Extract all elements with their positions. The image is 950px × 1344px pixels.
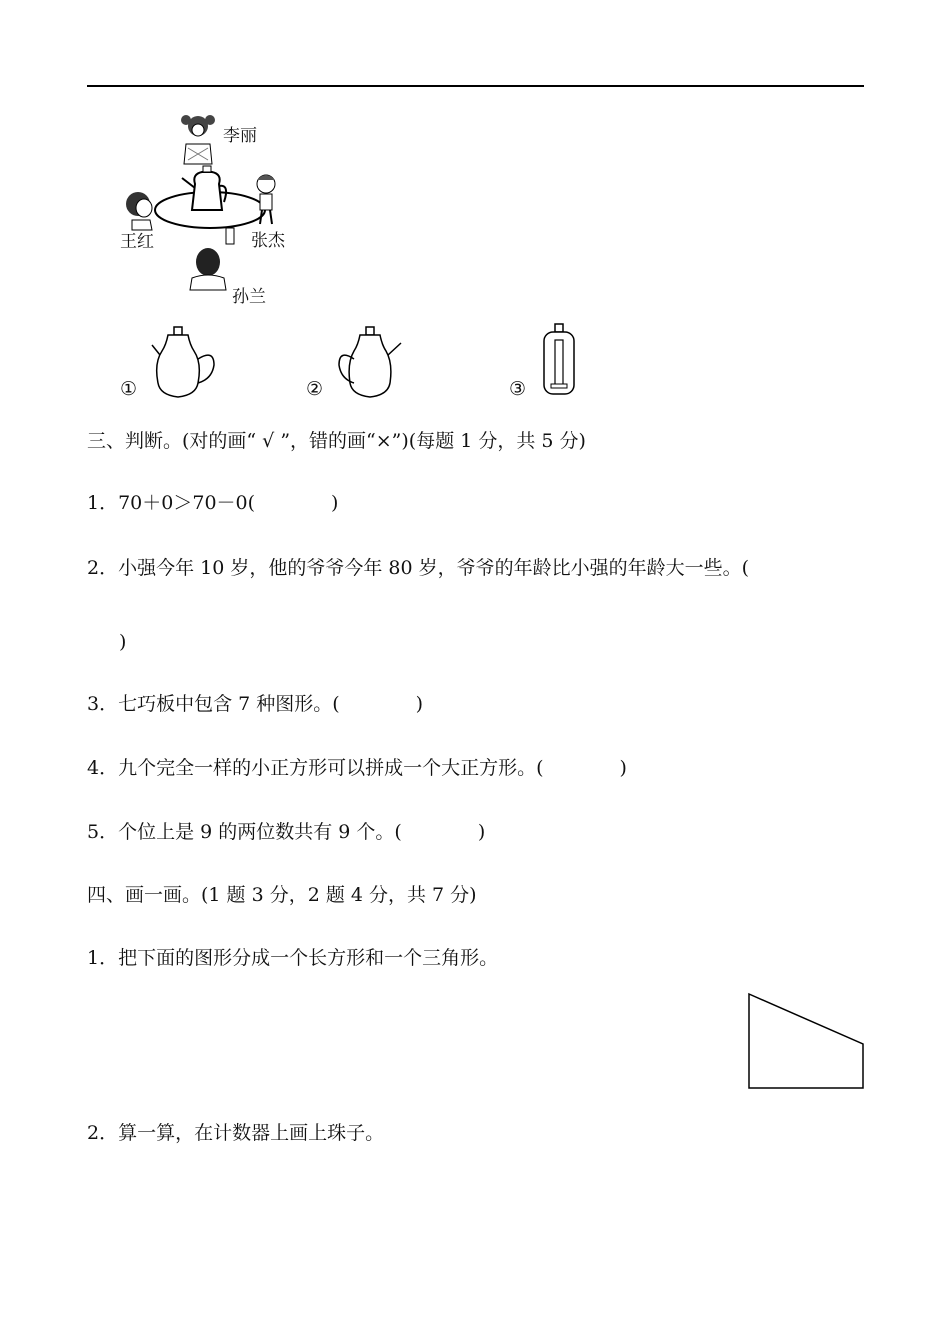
- trapezoid-figure: [745, 990, 869, 1094]
- table-scene: [110, 110, 310, 310]
- top-rule: [87, 85, 864, 87]
- section-4-title: 四、画一画。(1 题 3 分，2 题 4 分，共 7 分): [87, 884, 477, 906]
- teapot-view-1-icon: [150, 325, 220, 400]
- question-3-5: 5．个位上是 9 的两位数共有 9 个。( ): [87, 821, 486, 843]
- girl-north-icon: [181, 115, 215, 164]
- question-3-3: 3．七巧板中包含 7 种图形。( ): [87, 693, 424, 715]
- section-3-title: 三、判断。(对的画“ √ ”，错的画“×”)(每题 1 分，共 5 分): [87, 430, 586, 452]
- teapot-view-2-icon: [335, 325, 405, 400]
- question-3-2: 2．小强今年 10 岁，他的爷爷今年 80 岁，爷爷的年龄比小强的年龄大一些。(: [87, 557, 750, 579]
- name-south: 孙兰: [232, 287, 266, 307]
- option-label-1: ①: [120, 378, 138, 400]
- question-3-4: 4．九个完全一样的小正方形可以拼成一个大正方形。( ): [87, 757, 627, 779]
- question-4-2: 2．算一算，在计数器上画上珠子。: [87, 1122, 385, 1144]
- name-east: 张杰: [251, 231, 285, 251]
- option-label-3: ③: [509, 378, 527, 400]
- name-west: 王红: [120, 232, 154, 252]
- question-4-1: 1．把下面的图形分成一个长方形和一个三角形。: [87, 947, 499, 969]
- girl-west-icon: [126, 192, 152, 230]
- option-label-2: ②: [306, 378, 324, 400]
- table-scene-illustration: [110, 110, 310, 310]
- girl-south-icon: [190, 248, 226, 290]
- teapot-view-3-icon: [535, 322, 585, 400]
- teapot-views: [110, 320, 630, 410]
- question-3-1: 1．70＋0＞70－0( ): [87, 492, 339, 514]
- name-north: 李丽: [223, 126, 257, 146]
- question-3-2-bracket: ): [119, 631, 127, 653]
